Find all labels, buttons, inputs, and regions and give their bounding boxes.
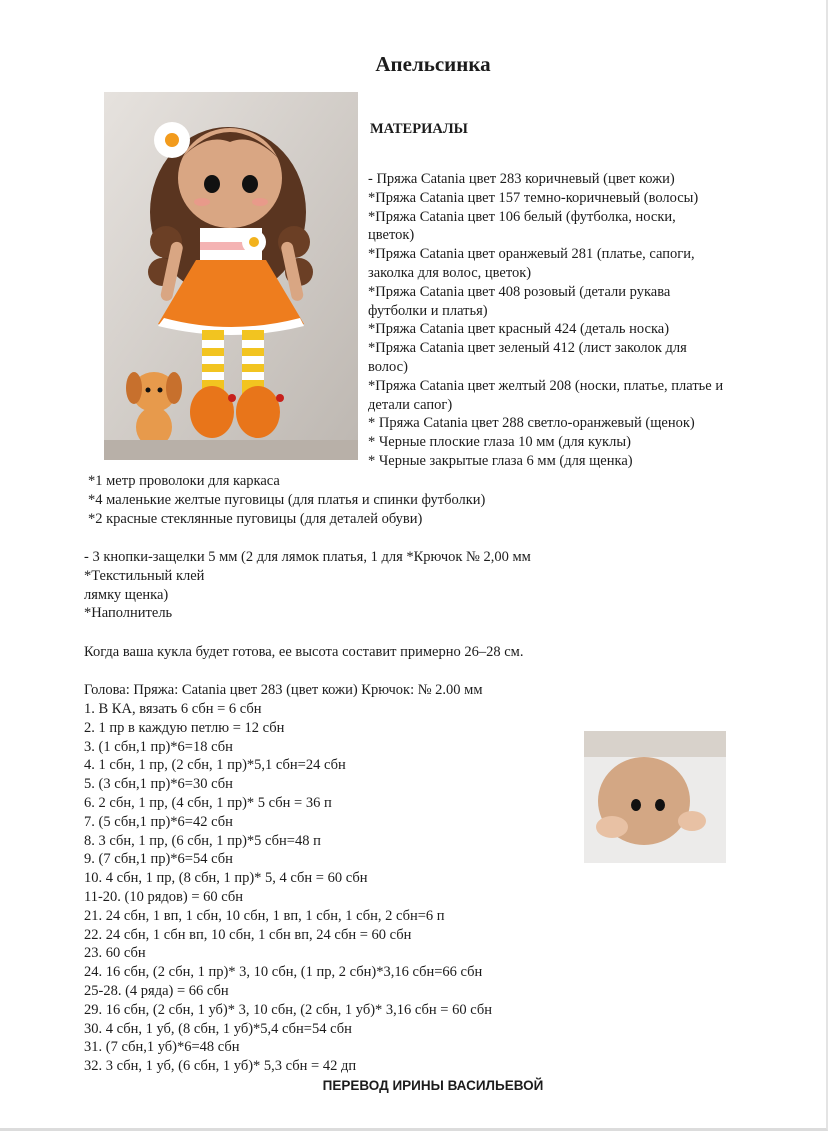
materials-heading: МАТЕРИАЛЫ [370, 121, 468, 137]
list-item: 23. 60 сбн [84, 945, 146, 962]
list-item: 6. 2 сбн, 1 пр, (4 сбн, 1 пр)* 5 сбн = 36 п [84, 794, 332, 811]
list-item: 22. 24 сбн, 1 сбн вп, 10 сбн, 1 сбн вп, 24 сбн = 60 сбн [84, 926, 412, 943]
list-item: * Черные плоские глаза 10 мм (для куклы) [368, 434, 631, 451]
list-item: цветок) [368, 227, 415, 244]
list-item: *1 метр проволоки для каркаса [88, 473, 280, 489]
list-item: *Пряжа Catania цвет желтый 208 (носки, платье, платье и [368, 377, 724, 394]
head-photo [584, 731, 726, 863]
materials-list-extra [84, 548, 644, 623]
list-item: 8. 3 сбн, 1 пр, (6 сбн, 1 пр)*5 сбн=48 п [84, 832, 321, 849]
list-item: 10. 4 сбн, 1 пр, (8 сбн, 1 пр)* 5, 4 сбн = 60 сбн [84, 870, 368, 887]
list-item: 2. 1 пр в каждую петлю = 12 сбн [84, 719, 285, 736]
list-item: *Наполнитель [84, 605, 173, 622]
materials-list-right [368, 170, 788, 471]
list-item: детали сапог) [368, 396, 453, 413]
list-item: 3. (1 сбн,1 пр)*6=18 сбн [84, 738, 233, 755]
height-note: Когда ваша кукла будет готова, ее высота составит примерно 26–28 см. [84, 644, 524, 660]
list-item: 29. 16 сбн, (2 сбн, 1 уб)* 3, 10 сбн, (2 сбн, 1 уб)* 3,16 сбн = 60 сбн [84, 1001, 492, 1018]
list-item: 11-20. (10 рядов) = 60 сбн [84, 888, 244, 905]
list-item: - Пряжа Catania цвет 283 коричневый (цвет кожи) [368, 171, 675, 187]
list-item: *Пряжа Catania цвет 408 розовый (детали рукава [368, 283, 671, 300]
list-item: волос) [368, 358, 408, 375]
list-item: * Пряжа Catania цвет 288 светло-оранжевый (щенок) [368, 415, 695, 432]
list-item: футболки и платья) [368, 302, 488, 319]
page-title: Апельсинка [375, 52, 491, 76]
list-item: 9. (7 сбн,1 пр)*6=54 сбн [84, 851, 233, 868]
materials-list-left [88, 472, 648, 528]
head-rows-list [84, 700, 644, 1076]
list-item: заколка для волос, цветок) [368, 264, 532, 281]
list-item: * Черные закрытые глаза 6 мм (для щенка) [368, 452, 633, 469]
list-item: *Пряжа Catania цвет зеленый 412 (лист заколок для [368, 340, 687, 357]
list-item: 1. В КА, вязать 6 сбн = 6 сбн [84, 701, 262, 717]
list-item: 21. 24 сбн, 1 вп, 1 сбн, 10 сбн, 1 вп, 1 сбн, 1 сбн, 2 сбн=6 п [84, 907, 445, 924]
list-item: 30. 4 сбн, 1 уб, (8 сбн, 1 уб)*5,4 сбн=54 сбн [84, 1020, 352, 1037]
list-item: 32. 3 сбн, 1 уб, (6 сбн, 1 уб)* 5,3 сбн = 42 дп [84, 1058, 357, 1075]
list-item: *Пряжа Catania цвет 106 белый (футболка, носки, [368, 208, 676, 225]
list-item: *Пряжа Catania цвет оранжевый 281 (платье, сапоги, [368, 246, 695, 263]
list-item: 25-28. (4 ряда) = 66 сбн [84, 982, 229, 999]
list-item: 31. (7 сбн,1 уб)*6=48 сбн [84, 1039, 240, 1056]
list-item: 24. 16 сбн, (2 сбн, 1 пр)* 3, 10 сбн, (1 пр, 2 сбн)*3,16 сбн=66 сбн [84, 964, 483, 981]
list-item: - 3 кнопки-защелки 5 мм (2 для лямок платья, 1 для *Крючок № 2,00 мм [84, 549, 531, 565]
list-item: лямку щенка) [84, 586, 169, 603]
head-intro: Голова: Пряжа: Catania цвет 283 (цвет кожи) Крючок: № 2.00 мм [84, 682, 483, 698]
doll-photo [104, 92, 358, 460]
list-item: *4 маленькие желтые пуговицы (для платья и спинки футболки) [88, 491, 486, 508]
list-item: 7. (5 сбн,1 пр)*6=42 сбн [84, 813, 233, 830]
list-item: *Пряжа Catania цвет красный 424 (деталь носка) [368, 321, 670, 338]
list-item: *2 красные стеклянные пуговицы (для деталей обуви) [88, 510, 423, 527]
list-item: *Текстильный клей [84, 567, 205, 584]
list-item: 4. 1 сбн, 1 пр, (2 сбн, 1 пр)*5,1 сбн=24 сбн [84, 757, 346, 774]
list-item: 5. (3 сбн,1 пр)*6=30 сбн [84, 776, 233, 793]
list-item: *Пряжа Catania цвет 157 темно-коричневый (волосы) [368, 189, 699, 206]
translator-credit: ПЕРЕВОД ИРИНЫ ВАСИЛЬЕВОЙ [322, 1078, 544, 1093]
